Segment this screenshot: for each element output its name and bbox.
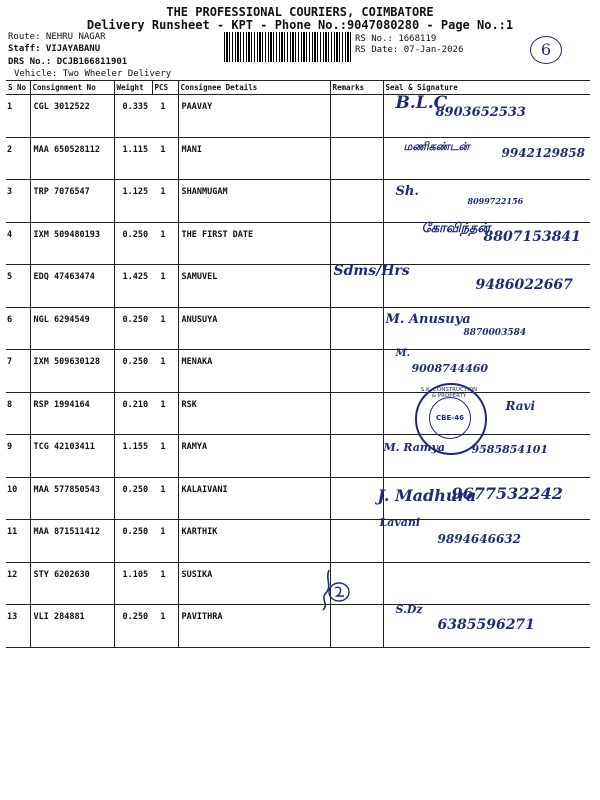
handwritten-phone: 9942129858 xyxy=(501,145,585,160)
consignment-cell: IXM 509630128 xyxy=(30,350,114,393)
handwritten-phone: 8870003584 xyxy=(463,327,527,338)
remarks-cell xyxy=(330,392,383,435)
handwritten-phone: 8099722156 xyxy=(467,196,524,206)
table-row xyxy=(6,392,590,435)
weight-cell: 0.335 xyxy=(114,95,152,138)
table-row xyxy=(6,180,590,223)
table-row xyxy=(6,307,590,350)
page-mark-circle: 6 xyxy=(530,36,562,64)
weight-cell: 1.425 xyxy=(114,265,152,308)
consignee-cell: KARTHIK xyxy=(178,520,330,563)
handwritten-signature: M. Anusuya xyxy=(385,311,471,327)
remarks-cell xyxy=(330,435,383,478)
remarks-cell xyxy=(330,137,383,180)
handwritten-phone: 8807153841 xyxy=(483,228,581,245)
consignment-cell: VLI 284881 xyxy=(30,605,114,648)
weight-cell: 0.250 xyxy=(114,350,152,393)
sno-cell: 5 xyxy=(6,265,30,308)
drs-number: DRS No.: DCJB166811901 xyxy=(8,57,128,67)
table-row xyxy=(6,95,590,138)
seal-ring-text: S.K. CONSTRUCTION & PROPERTY xyxy=(420,387,478,399)
pcs-cell: 1 xyxy=(152,520,178,563)
weight-cell: 0.250 xyxy=(114,307,152,350)
handwritten-signature: மணிகண்டன் xyxy=(403,139,470,153)
consignee-cell: SAMUVEL xyxy=(178,265,330,308)
consignee-cell: MENAKA xyxy=(178,350,330,393)
table-row xyxy=(6,477,590,520)
col-weight: Weight xyxy=(114,81,152,95)
consignment-cell: IXM 509480193 xyxy=(30,222,114,265)
pcs-cell: 1 xyxy=(152,95,178,138)
table-row xyxy=(6,222,590,265)
rs-number: RS No.: 1668119 xyxy=(355,34,437,44)
pcs-cell: 1 xyxy=(152,392,178,435)
handwritten-phone: 9486022667 xyxy=(475,277,573,293)
sno-cell: 1 xyxy=(6,95,30,138)
col-remarks: Remarks xyxy=(330,81,383,95)
weight-cell: 0.210 xyxy=(114,392,152,435)
weight-cell: 1.115 xyxy=(114,137,152,180)
consignment-cell: CGL 3012522 xyxy=(30,95,114,138)
sno-cell: 6 xyxy=(6,307,30,350)
seal-signature-cell xyxy=(383,180,590,223)
weight-cell: 1.125 xyxy=(114,180,152,223)
seal-signature-cell xyxy=(383,137,590,180)
handwritten-signature: Sdms/Hrs xyxy=(333,263,410,279)
seal-signature-cell xyxy=(333,263,590,308)
weight-cell: 0.250 xyxy=(114,222,152,265)
pcs-cell: 1 xyxy=(152,435,178,478)
consignment-cell: EDQ 47463474 xyxy=(30,265,114,308)
handwritten-signature: S.Dz xyxy=(395,603,423,616)
sno-cell: 13 xyxy=(6,605,30,648)
weight-cell: 0.250 xyxy=(114,477,152,520)
staff-label: Staff: VIJAYABANU xyxy=(8,44,101,54)
handwritten-phone: 9677532242 xyxy=(451,483,563,503)
consignment-cell: TRP 7076547 xyxy=(30,180,114,223)
consignee-cell: RSK xyxy=(178,392,330,435)
table-row xyxy=(6,562,590,605)
consignment-cell: TCG 42103411 xyxy=(30,435,114,478)
table-row xyxy=(6,605,590,648)
route-label: Route: NEHRU NAGAR xyxy=(8,32,106,42)
handwritten-signature: M. Ramya xyxy=(383,441,446,454)
consignment-cell: MAA 577850543 xyxy=(30,477,114,520)
col-consignment: Consignment No xyxy=(30,81,114,95)
sno-cell: 7 xyxy=(6,350,30,393)
handwritten-signature: Sh. xyxy=(395,184,419,199)
handwritten-signature: Lavani xyxy=(379,516,421,529)
col-consignee: Consignee Details xyxy=(178,81,330,95)
seal-signature-cell xyxy=(383,435,590,478)
handwritten-signature: கோவிந்தன் xyxy=(421,220,491,236)
pcs-cell: 1 xyxy=(152,265,178,308)
consignment-cell: NGL 6294549 xyxy=(30,307,114,350)
pcs-cell: 1 xyxy=(152,180,178,223)
weight-cell: 0.250 xyxy=(114,520,152,563)
remarks-cell xyxy=(330,477,383,520)
sno-cell: 10 xyxy=(6,477,30,520)
pcs-cell: 1 xyxy=(152,137,178,180)
consignment-cell: STY 6202630 xyxy=(30,562,114,605)
handwritten-signature: B.L.C xyxy=(395,93,448,113)
pcs-cell: 1 xyxy=(152,307,178,350)
seal-signature-cell xyxy=(383,562,590,605)
weight-cell: 0.250 xyxy=(114,605,152,648)
col-pcs: PCS xyxy=(152,81,178,95)
seal-signature-cell xyxy=(383,307,590,350)
seal-signature-cell xyxy=(383,350,590,393)
consignee-cell: PAAVAY xyxy=(178,95,330,138)
consignment-cell: RSP 1994164 xyxy=(30,392,114,435)
seal-signature-cell xyxy=(383,222,590,265)
handwritten-phone: 6385596271 xyxy=(437,617,535,633)
table-row xyxy=(6,350,590,393)
weight-cell: 1.155 xyxy=(114,435,152,478)
consignee-cell: SUSIKA xyxy=(178,562,330,605)
pcs-cell: 1 xyxy=(152,477,178,520)
handwritten-signature: M. xyxy=(395,348,411,359)
consignee-cell: MANI xyxy=(178,137,330,180)
col-sno: S No xyxy=(6,81,30,95)
pcs-cell: 1 xyxy=(152,605,178,648)
remarks-cell xyxy=(330,350,383,393)
company-title: THE PROFESSIONAL COURIERS, COIMBATORE xyxy=(166,5,434,19)
rs-date: RS Date: 07-Jan-2026 xyxy=(355,45,464,55)
col-seal-signature: Seal & Signature xyxy=(383,81,590,95)
sno-cell: 12 xyxy=(6,562,30,605)
pcs-cell: 1 xyxy=(152,222,178,265)
sno-cell: 3 xyxy=(6,180,30,223)
remarks-cell xyxy=(330,95,383,138)
barcode-icon xyxy=(224,32,352,62)
consignment-cell: MAA 650528112 xyxy=(30,137,114,180)
table-row xyxy=(6,435,590,478)
consignee-cell: RAMYA xyxy=(178,435,330,478)
table-row xyxy=(6,137,590,180)
sno-cell: 4 xyxy=(6,222,30,265)
sno-cell: 8 xyxy=(6,392,30,435)
seal-signature-cell xyxy=(383,95,590,138)
handwritten-phone: 8903652533 xyxy=(435,105,526,120)
consignee-cell: THE FIRST DATE xyxy=(178,222,330,265)
consignee-cell: PAVITHRA xyxy=(178,605,330,648)
pcs-cell: 1 xyxy=(152,350,178,393)
consignee-cell: KALAIVANI xyxy=(178,477,330,520)
sno-cell: 2 xyxy=(6,137,30,180)
handwritten-signature: J. Madhura xyxy=(377,485,477,505)
consignee-cell: ANUSUYA xyxy=(178,307,330,350)
company-seal xyxy=(415,383,487,455)
consignee-cell: SHANMUGAM xyxy=(178,180,330,223)
handwritten-phone: 9008744460 xyxy=(411,362,489,375)
handwritten-phone: 9585854101 xyxy=(471,443,549,456)
table-row xyxy=(6,265,590,308)
table-header-row xyxy=(6,81,590,95)
runsheet-table xyxy=(6,80,590,648)
pcs-cell: 1 xyxy=(152,562,178,605)
weight-cell: 1.105 xyxy=(114,562,152,605)
handwritten-signature: Ravi xyxy=(505,398,536,413)
remarks-cell xyxy=(330,180,383,223)
remarks-cell xyxy=(330,520,383,563)
sno-cell: 11 xyxy=(6,520,30,563)
handwritten-phone: 9894646632 xyxy=(437,532,521,546)
remarks-scribble-icon xyxy=(315,568,355,612)
seal-center-text: CBE-46 xyxy=(429,397,471,439)
sno-cell: 9 xyxy=(6,435,30,478)
table-row xyxy=(6,520,590,563)
runsheet-subtitle: Delivery Runsheet - KPT - Phone No.:9047080280 - Page No.:1 xyxy=(86,18,514,32)
consignment-cell: MAA 871511412 xyxy=(30,520,114,563)
remarks-cell xyxy=(330,307,383,350)
vehicle-label: Vehicle: Two Wheeler Delivery xyxy=(14,69,172,79)
seal-signature-cell xyxy=(377,477,590,520)
seal-signature-cell xyxy=(379,516,590,563)
seal-signature-cell xyxy=(383,605,590,648)
remarks-cell xyxy=(330,222,383,265)
